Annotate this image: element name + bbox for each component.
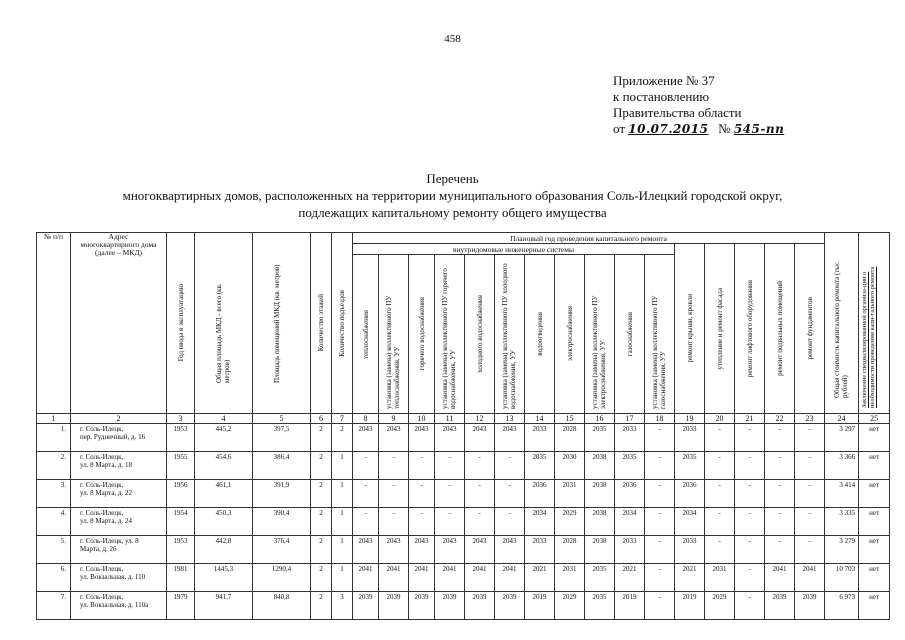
row-work-year: 2030	[555, 452, 585, 480]
row-work-year: 2036	[675, 480, 705, 508]
row-work-year: -	[705, 536, 735, 564]
row-work-year: 2043	[495, 424, 525, 452]
row-work-year: -	[645, 564, 675, 592]
header-electricity: электроснабжения	[555, 255, 585, 414]
row-work-year: -	[735, 480, 765, 508]
header-year-built: Год ввода в эксплуатацию	[167, 233, 195, 414]
page-number: 458	[444, 33, 461, 45]
row-work-year: 2035	[585, 424, 615, 452]
column-number: 22	[765, 414, 795, 424]
address-line-1: г. Соль-Илецк,	[80, 481, 124, 489]
header-sewage: водоотведения	[525, 255, 555, 414]
row-work-year: 2019	[675, 592, 705, 620]
row-entrances: 1	[332, 508, 353, 536]
column-number: 4	[195, 414, 253, 424]
row-premises-area: 840,8	[253, 592, 311, 620]
address-line-1: г. Соль-Илецк,	[80, 425, 124, 433]
row-work-year: -	[353, 452, 379, 480]
column-number-row	[37, 414, 890, 424]
row-work-year: 2041	[435, 564, 465, 592]
row-work-year: -	[435, 508, 465, 536]
row-work-year: 2038	[585, 452, 615, 480]
column-number: 23	[795, 414, 825, 424]
row-number: 4.	[37, 508, 71, 536]
row-work-year: -	[795, 536, 825, 564]
address-line-2: ул. 8 Марта, д. 22	[80, 489, 132, 497]
header-heating: теплоснабжения	[353, 255, 379, 414]
column-number: 19	[675, 414, 705, 424]
row-work-year: -	[645, 592, 675, 620]
row-conclusion: нет	[859, 424, 890, 452]
header-electricity-meter: установка (замена) коллективного ПУ электроснабжения, УУ	[585, 255, 615, 414]
column-number: 1	[37, 414, 71, 424]
header-engineering-systems: внутридомовые инженерные системы	[353, 244, 675, 255]
row-work-year: 2034	[615, 508, 645, 536]
table-row	[37, 508, 890, 536]
column-number: 5	[253, 414, 311, 424]
row-entrances: 2	[332, 424, 353, 452]
header-elevator: ремонт лифтового оборудования	[735, 244, 765, 414]
row-work-year: 2043	[435, 536, 465, 564]
row-work-year: 2019	[615, 592, 645, 620]
row-work-year: -	[795, 508, 825, 536]
column-number: 21	[735, 414, 765, 424]
number-prefix: №	[718, 121, 731, 136]
row-work-year: 2036	[615, 480, 645, 508]
row-work-year: 2041	[409, 564, 435, 592]
row-work-year: -	[765, 424, 795, 452]
row-work-year: 2033	[675, 536, 705, 564]
handwritten-number: 545-пп	[733, 122, 785, 136]
row-work-year: 2028	[555, 424, 585, 452]
row-premises-area: 376,4	[253, 536, 311, 564]
row-floors: 2	[311, 508, 332, 536]
row-work-year: 2043	[379, 536, 409, 564]
header-cold-water: холодного водоснабжения	[465, 255, 495, 414]
row-address	[71, 536, 167, 564]
row-work-year: 2039	[765, 592, 795, 620]
row-work-year: 2043	[465, 536, 495, 564]
row-number: 1.	[37, 424, 71, 452]
row-number: 7.	[37, 592, 71, 620]
table-row	[37, 480, 890, 508]
row-total-area: 450,3	[195, 508, 253, 536]
row-work-year: 2039	[495, 592, 525, 620]
row-work-year: 2043	[465, 424, 495, 452]
row-work-year: -	[465, 452, 495, 480]
row-work-year: -	[735, 452, 765, 480]
row-floors: 2	[311, 452, 332, 480]
address-line-2: пер. Рудничный, д. 16	[80, 433, 146, 441]
table-row	[37, 424, 890, 452]
column-number: 7	[332, 414, 353, 424]
address-line-2: ул. 8 Марта, д. 24	[80, 517, 132, 525]
row-entrances: 1	[332, 536, 353, 564]
address-line-1: г. Соль-Илецк,	[80, 453, 124, 461]
row-address	[71, 564, 167, 592]
row-conclusion: нет	[859, 508, 890, 536]
header-floors: Количество этажей	[311, 233, 332, 414]
row-work-year: 2021	[615, 564, 645, 592]
row-work-year: -	[379, 508, 409, 536]
row-work-year: 2028	[555, 536, 585, 564]
header-hot-water: горячего водоснабжения	[409, 255, 435, 414]
row-work-year: 2036	[525, 480, 555, 508]
row-work-year: 2039	[795, 592, 825, 620]
row-total-area: 1445,3	[195, 564, 253, 592]
header-entrances: Количество подъездов	[332, 233, 353, 414]
row-floors: 2	[311, 536, 332, 564]
column-number: 11	[435, 414, 465, 424]
row-floors: 2	[311, 424, 332, 452]
header-conclusion: Заключение специализированной организа-ции о необходимости проведения капи-тального ремонта	[859, 233, 890, 414]
row-work-year: 2033	[675, 424, 705, 452]
column-number: 18	[645, 414, 675, 424]
column-number: 20	[705, 414, 735, 424]
row-work-year: -	[765, 480, 795, 508]
address-line-2: ул. 8 Марта, д. 18	[80, 461, 132, 469]
column-number: 3	[167, 414, 195, 424]
appendix-line-3: Правительства области	[613, 105, 742, 120]
row-year-built: 1953	[167, 424, 195, 452]
row-work-year: -	[495, 452, 525, 480]
column-number: 13	[495, 414, 525, 424]
header-facade: утепление и ремонт фасада	[705, 244, 735, 414]
row-work-year: 2035	[675, 452, 705, 480]
header-address: Адрес многоквартирного дома (далее – МКД)	[71, 233, 167, 414]
row-address	[71, 508, 167, 536]
header-basement: ремонт подвальных помещений	[765, 244, 795, 414]
address-line-2: ул. Вокзальная, д. 110а	[80, 601, 149, 609]
row-premises-area: 1290,4	[253, 564, 311, 592]
title-line-1: Перечень	[426, 171, 479, 186]
row-total-area: 941,7	[195, 592, 253, 620]
row-work-year: 2033	[615, 424, 645, 452]
column-number: 2	[71, 414, 167, 424]
row-address	[71, 592, 167, 620]
column-number: 24	[825, 414, 859, 424]
row-address	[71, 452, 167, 480]
row-number: 5.	[37, 536, 71, 564]
row-year-built: 1953	[167, 536, 195, 564]
row-conclusion: нет	[859, 592, 890, 620]
table-row	[37, 564, 890, 592]
row-work-year: -	[735, 536, 765, 564]
row-total-area: 454,6	[195, 452, 253, 480]
row-floors: 2	[311, 592, 332, 620]
row-floors: 2	[311, 480, 332, 508]
header-cold-water-meter: установка (замена) коллективного ПУ холодного водоснабжения, УУ	[495, 255, 525, 414]
row-total-area: 445,2	[195, 424, 253, 452]
header-foundation: ремонт фундаментов	[795, 244, 825, 414]
row-cost: 3 279	[825, 536, 859, 564]
address-line-1: г. Соль-Илецк,	[80, 509, 124, 517]
row-work-year: -	[795, 480, 825, 508]
row-work-year: -	[409, 480, 435, 508]
row-work-year: 2041	[353, 564, 379, 592]
title-line-2: многоквартирных домов, расположенных на территории муниципального образования Соль-Илецкий городской округ,	[122, 188, 783, 203]
column-number: 9	[379, 414, 409, 424]
row-work-year: -	[765, 452, 795, 480]
row-address	[71, 480, 167, 508]
row-entrances: 1	[332, 564, 353, 592]
row-work-year: 2031	[555, 564, 585, 592]
repair-table	[36, 232, 890, 620]
row-work-year: 2021	[675, 564, 705, 592]
row-floors: 2	[311, 564, 332, 592]
address-line-1: г. Соль-Илецк,	[80, 565, 124, 573]
row-total-area: 442,8	[195, 536, 253, 564]
row-work-year: 2043	[353, 424, 379, 452]
row-work-year: 2041	[795, 564, 825, 592]
handwritten-date: 10.07.2015	[628, 122, 709, 136]
row-work-year: 2041	[465, 564, 495, 592]
row-work-year: 2043	[409, 424, 435, 452]
row-entrances: 1	[332, 452, 353, 480]
row-premises-area: 386,4	[253, 452, 311, 480]
row-cost: 6 973	[825, 592, 859, 620]
row-premises-area: 391,9	[253, 480, 311, 508]
row-work-year: 2043	[409, 536, 435, 564]
row-work-year: -	[645, 452, 675, 480]
row-year-built: 1979	[167, 592, 195, 620]
row-work-year: -	[735, 508, 765, 536]
row-work-year: 2041	[495, 564, 525, 592]
header-planned-year: Плановый год проведения капитального ремонта	[353, 233, 825, 244]
row-work-year: 2033	[525, 536, 555, 564]
row-work-year: -	[645, 424, 675, 452]
header-cost: Общая стоимость капитального ремонта (тыс. рублей)	[825, 233, 859, 414]
row-work-year: -	[495, 508, 525, 536]
row-work-year: -	[735, 564, 765, 592]
column-number: 16	[585, 414, 615, 424]
row-conclusion: нет	[859, 452, 890, 480]
row-work-year: -	[465, 480, 495, 508]
row-cost: 3 414	[825, 480, 859, 508]
appendix-line-1: Приложение № 37	[613, 73, 715, 88]
row-cost: 3 366	[825, 452, 859, 480]
row-work-year: -	[379, 480, 409, 508]
address-line-2: ул. Вокзальная, д. 110	[80, 573, 146, 581]
row-work-year: 2041	[765, 564, 795, 592]
row-work-year: -	[645, 480, 675, 508]
row-work-year: 2034	[525, 508, 555, 536]
row-work-year: 2029	[555, 508, 585, 536]
row-work-year: -	[735, 424, 765, 452]
row-work-year: -	[353, 508, 379, 536]
header-total-area: Общая площадь МКД - всего (кв. метров)	[195, 233, 253, 414]
table-body	[37, 414, 890, 620]
row-work-year: -	[705, 452, 735, 480]
row-work-year: 2035	[525, 452, 555, 480]
column-number: 6	[311, 414, 332, 424]
row-year-built: 1955	[167, 452, 195, 480]
header-premises-area: Площадь помещений МКД (кв. метров)	[253, 233, 311, 414]
row-work-year: 2043	[435, 424, 465, 452]
row-work-year: 2029	[555, 592, 585, 620]
column-number: 15	[555, 414, 585, 424]
row-work-year: 2041	[379, 564, 409, 592]
row-work-year: 2019	[525, 592, 555, 620]
column-number: 12	[465, 414, 495, 424]
row-number: 6.	[37, 564, 71, 592]
row-work-year: -	[495, 480, 525, 508]
row-conclusion: нет	[859, 564, 890, 592]
row-entrances: 1	[332, 480, 353, 508]
row-work-year: -	[645, 536, 675, 564]
row-work-year: 2039	[379, 592, 409, 620]
column-number: 17	[615, 414, 645, 424]
appendix-date-line	[613, 121, 784, 137]
row-premises-area: 390,4	[253, 508, 311, 536]
row-number: 2.	[37, 452, 71, 480]
address-line-1: г. Соль-Илецк,	[80, 593, 124, 601]
row-work-year: 2043	[353, 536, 379, 564]
row-work-year: 2031	[555, 480, 585, 508]
row-work-year: -	[795, 452, 825, 480]
row-cost: 3 335	[825, 508, 859, 536]
column-number: 8	[353, 414, 379, 424]
row-work-year: 2038	[585, 480, 615, 508]
row-year-built: 1981	[167, 564, 195, 592]
address-line-1: г. Соль-Илецк, ул. 8	[80, 537, 139, 545]
row-total-area: 461,1	[195, 480, 253, 508]
row-work-year: 2035	[585, 592, 615, 620]
row-work-year: 2035	[585, 564, 615, 592]
row-work-year: 2034	[675, 508, 705, 536]
row-work-year: -	[705, 508, 735, 536]
row-work-year: -	[765, 508, 795, 536]
row-work-year: 2039	[465, 592, 495, 620]
column-number: 25	[859, 414, 890, 424]
row-work-year: -	[705, 480, 735, 508]
row-year-built: 1954	[167, 508, 195, 536]
row-conclusion: нет	[859, 536, 890, 564]
row-entrances: 3	[332, 592, 353, 620]
row-number: 3.	[37, 480, 71, 508]
row-work-year: 2031	[705, 564, 735, 592]
row-work-year: 2039	[353, 592, 379, 620]
date-prefix: от	[613, 121, 626, 136]
appendix-block	[613, 73, 784, 137]
row-work-year: -	[435, 452, 465, 480]
row-work-year: 2038	[585, 508, 615, 536]
row-work-year: 2033	[615, 536, 645, 564]
column-number: 10	[409, 414, 435, 424]
row-work-year: -	[795, 424, 825, 452]
row-work-year: -	[379, 452, 409, 480]
row-year-built: 1956	[167, 480, 195, 508]
title-line-3: подлежащих капитальному ремонту общего имущества	[298, 205, 607, 220]
row-work-year: -	[409, 452, 435, 480]
row-cost: 3 297	[825, 424, 859, 452]
row-work-year: -	[465, 508, 495, 536]
row-work-year: -	[735, 592, 765, 620]
row-work-year: 2033	[525, 424, 555, 452]
table-row	[37, 536, 890, 564]
header-gas-meter: установка (замена) коллективного ПУ газоснабжения, УУ	[645, 255, 675, 414]
row-work-year: -	[765, 536, 795, 564]
row-work-year: 2021	[525, 564, 555, 592]
row-work-year: 2035	[615, 452, 645, 480]
header-hot-water-meter: установка (замена) коллективного ПУ горячего водоснабжения, УУ	[435, 255, 465, 414]
row-work-year: 2038	[585, 536, 615, 564]
table-row	[37, 452, 890, 480]
row-work-year: 2039	[435, 592, 465, 620]
row-work-year: 2039	[409, 592, 435, 620]
header-gas: газоснабжения	[615, 255, 645, 414]
header-roof: ремонт крыши, кровли	[675, 244, 705, 414]
row-work-year: -	[353, 480, 379, 508]
row-work-year: 2043	[379, 424, 409, 452]
row-address	[71, 424, 167, 452]
header-heating-meter: установка (замена) коллективного ПУ теплоснабжения, УУ	[379, 255, 409, 414]
row-work-year: -	[645, 508, 675, 536]
appendix-line-2: к постановлению	[613, 89, 710, 104]
table-row	[37, 592, 890, 620]
column-number: 14	[525, 414, 555, 424]
row-work-year: -	[435, 480, 465, 508]
row-conclusion: нет	[859, 480, 890, 508]
row-work-year: 2043	[495, 536, 525, 564]
row-work-year: -	[705, 424, 735, 452]
header-num: № п/п	[37, 233, 71, 414]
row-cost: 10 703	[825, 564, 859, 592]
address-line-2: Марта, д. 26	[80, 545, 117, 553]
row-work-year: 2029	[705, 592, 735, 620]
document-title	[0, 170, 905, 221]
row-work-year: -	[409, 508, 435, 536]
row-premises-area: 397,5	[253, 424, 311, 452]
